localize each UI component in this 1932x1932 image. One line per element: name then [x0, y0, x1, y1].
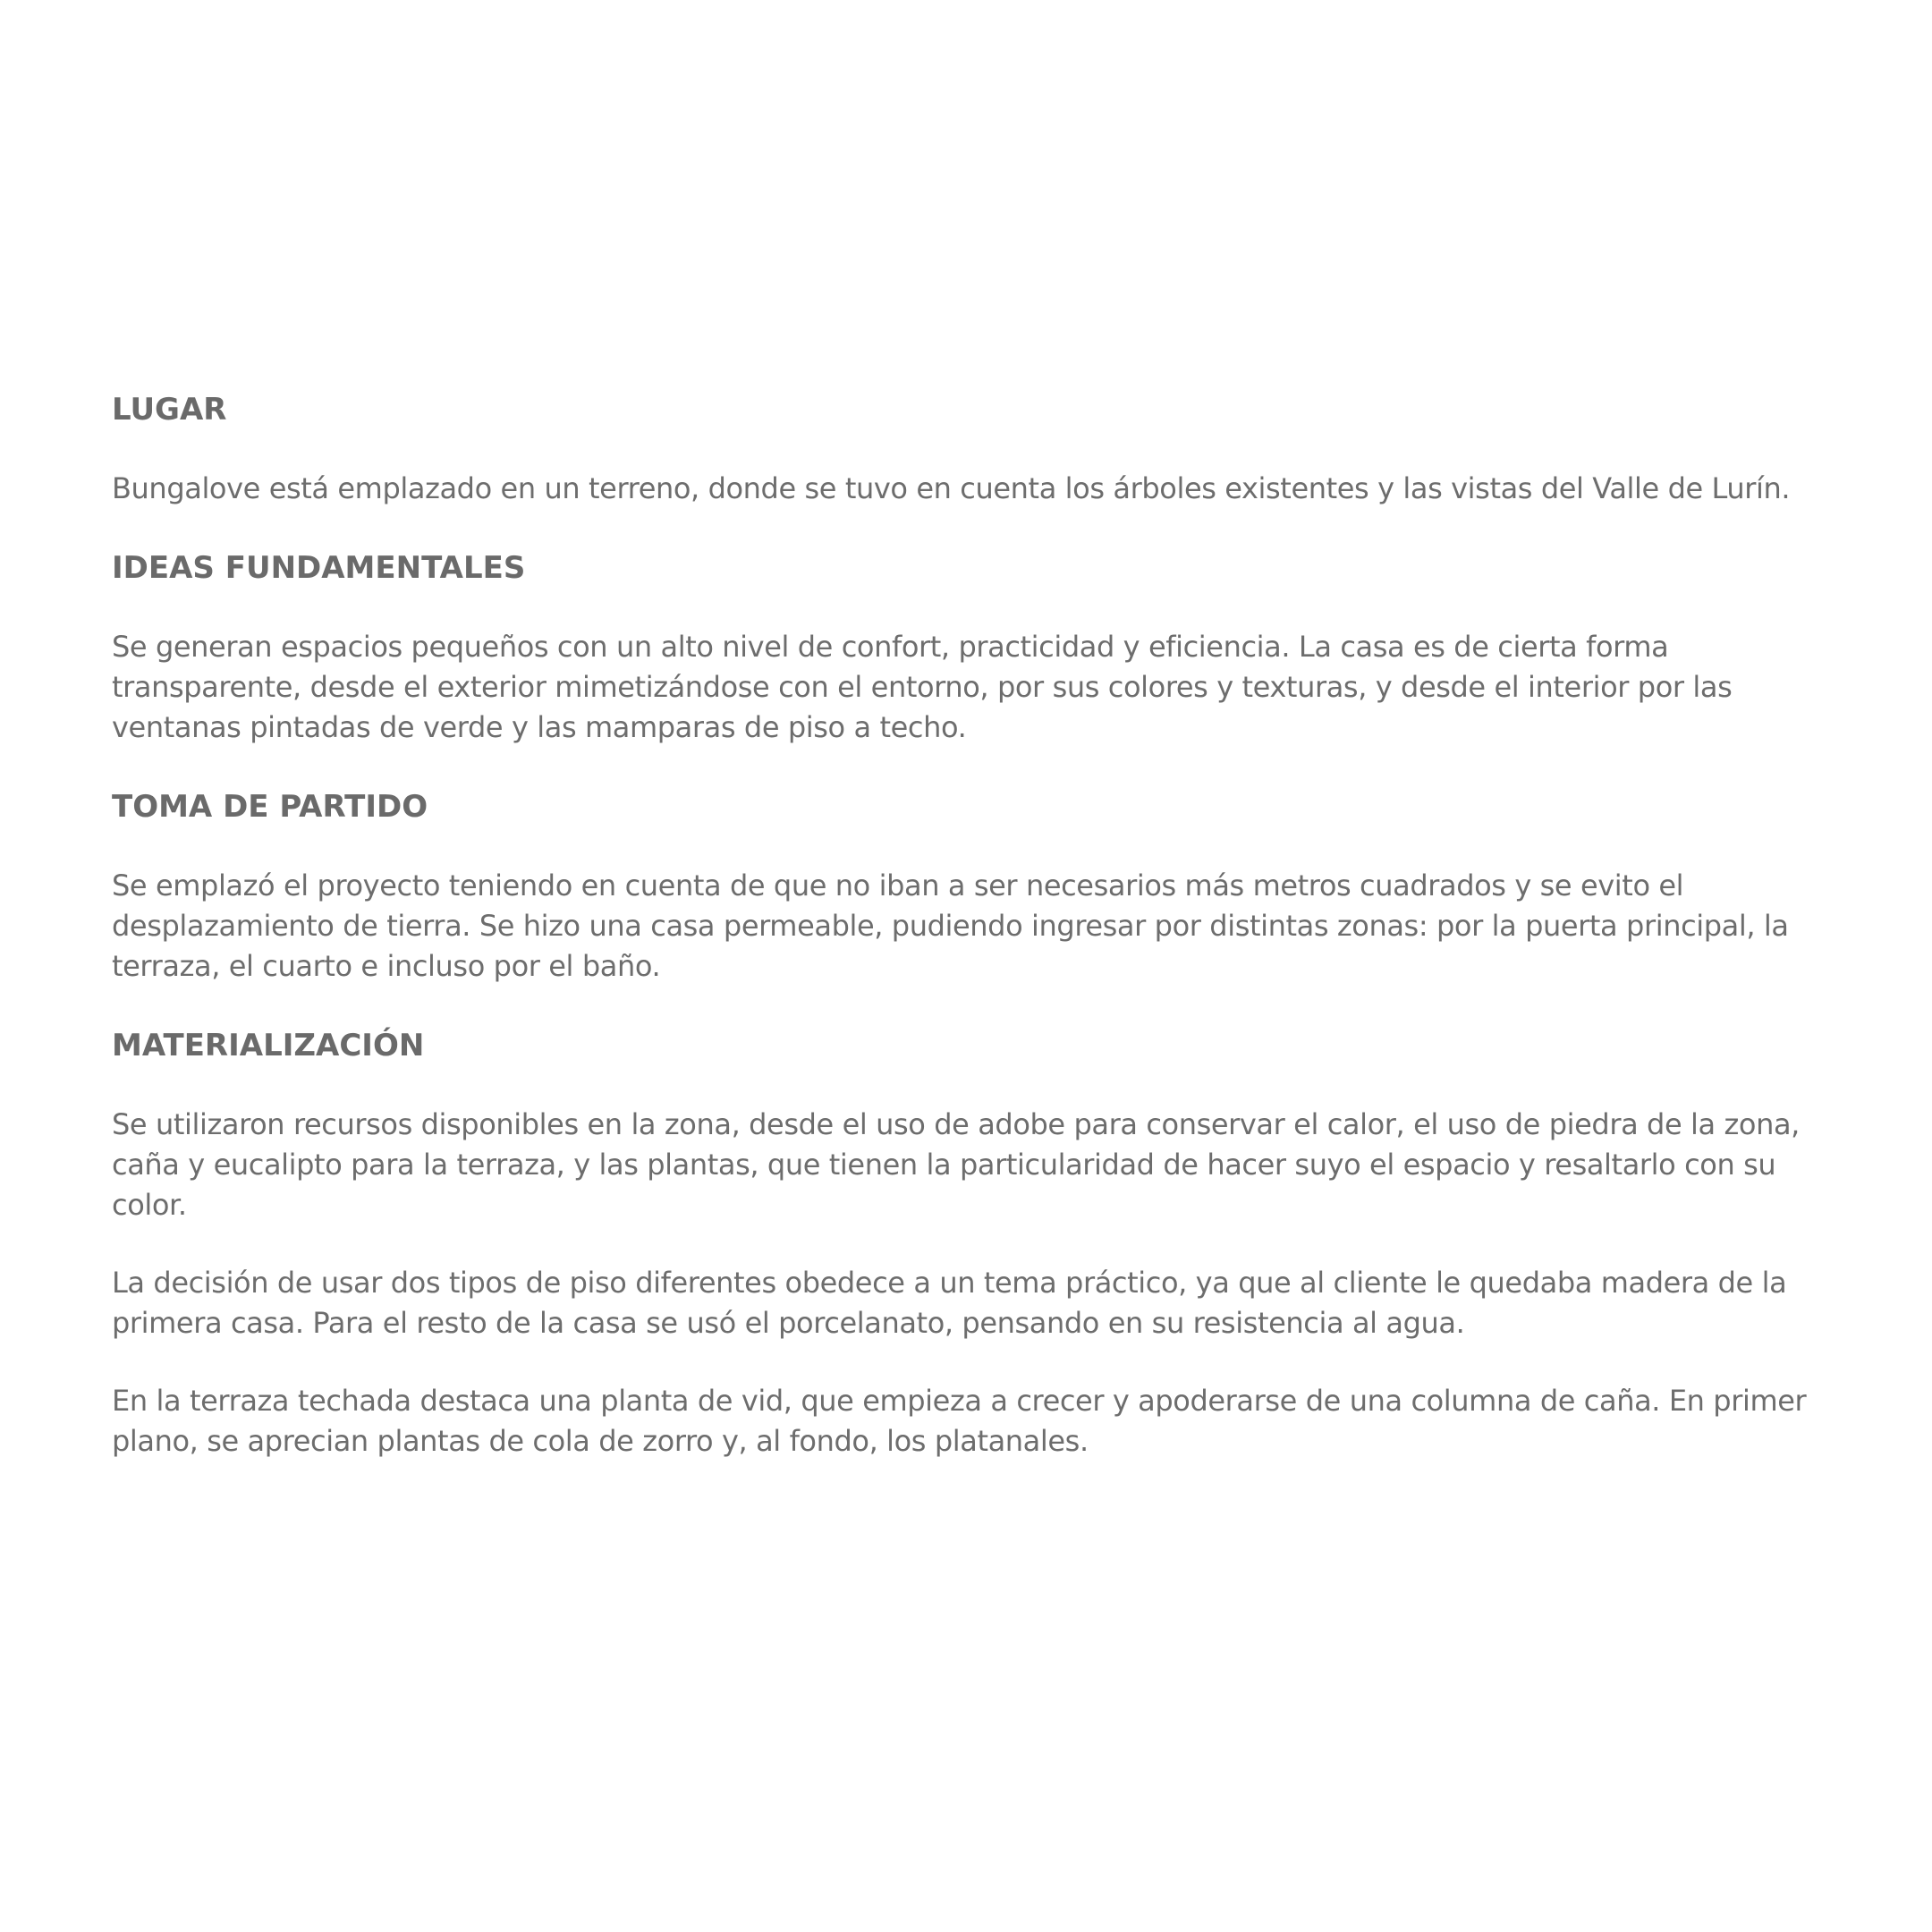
section-paragraph: Se utilizaron recursos disponibles en la zona, desde el uso de adobe para conservar el calor, el uso de piedra de la zona, caña y eucalipto para la terraza, y las plantas, que tienen la particularidad de hacer suyo el espacio y resaltarlo con su color.: [112, 1107, 1800, 1222]
section-heading-ideas-fundamentales: IDEAS FUNDAMENTALES: [112, 550, 526, 586]
document-body: [112, 388, 1829, 1462]
section-paragraph: Se generan espacios pequeños con un alto nivel de confort, practicidad y eficiencia. La casa es de cierta forma transparente, desde el exterior mimetizándose con el entorno, por sus colores y texturas, y desde el interior por las ventanas pintadas de verde y las mamparas de piso a techo.: [112, 630, 1733, 744]
section-paragraph: En la terraza techada destaca una planta de vid, que empieza a crecer y apoderarse de una columna de caña. En primer plano, se aprecian plantas de cola de zorro y, al fondo, los platanales.: [112, 1384, 1807, 1458]
section-paragraph: Bungalove está emplazado en un terreno, donde se tuvo en cuenta los árboles existentes y las vistas del Valle de Lurín.: [112, 471, 1791, 505]
section-heading-toma-de-partido: TOMA DE PARTIDO: [112, 789, 428, 825]
section-heading-lugar: LUGAR: [112, 392, 227, 428]
section-heading-materializacion: MATERIALIZACIÓN: [112, 1028, 425, 1063]
section-paragraph: La decisión de usar dos tipos de piso diferentes obedece a un tema práctico, ya que al cliente le quedaba madera de la primera casa. Para el resto de la casa se usó el porcelanato, pensando en su resistencia al agua.: [112, 1266, 1787, 1340]
section-paragraph: Se emplazó el proyecto teniendo en cuenta de que no iban a ser necesarios más metros cuadrados y se evito el desplazamiento de tierra. Se hizo una casa permeable, pudiendo ingresar por distintas zonas: por la puerta principal, la terraza, el cuarto e incluso por el baño.: [112, 869, 1789, 983]
